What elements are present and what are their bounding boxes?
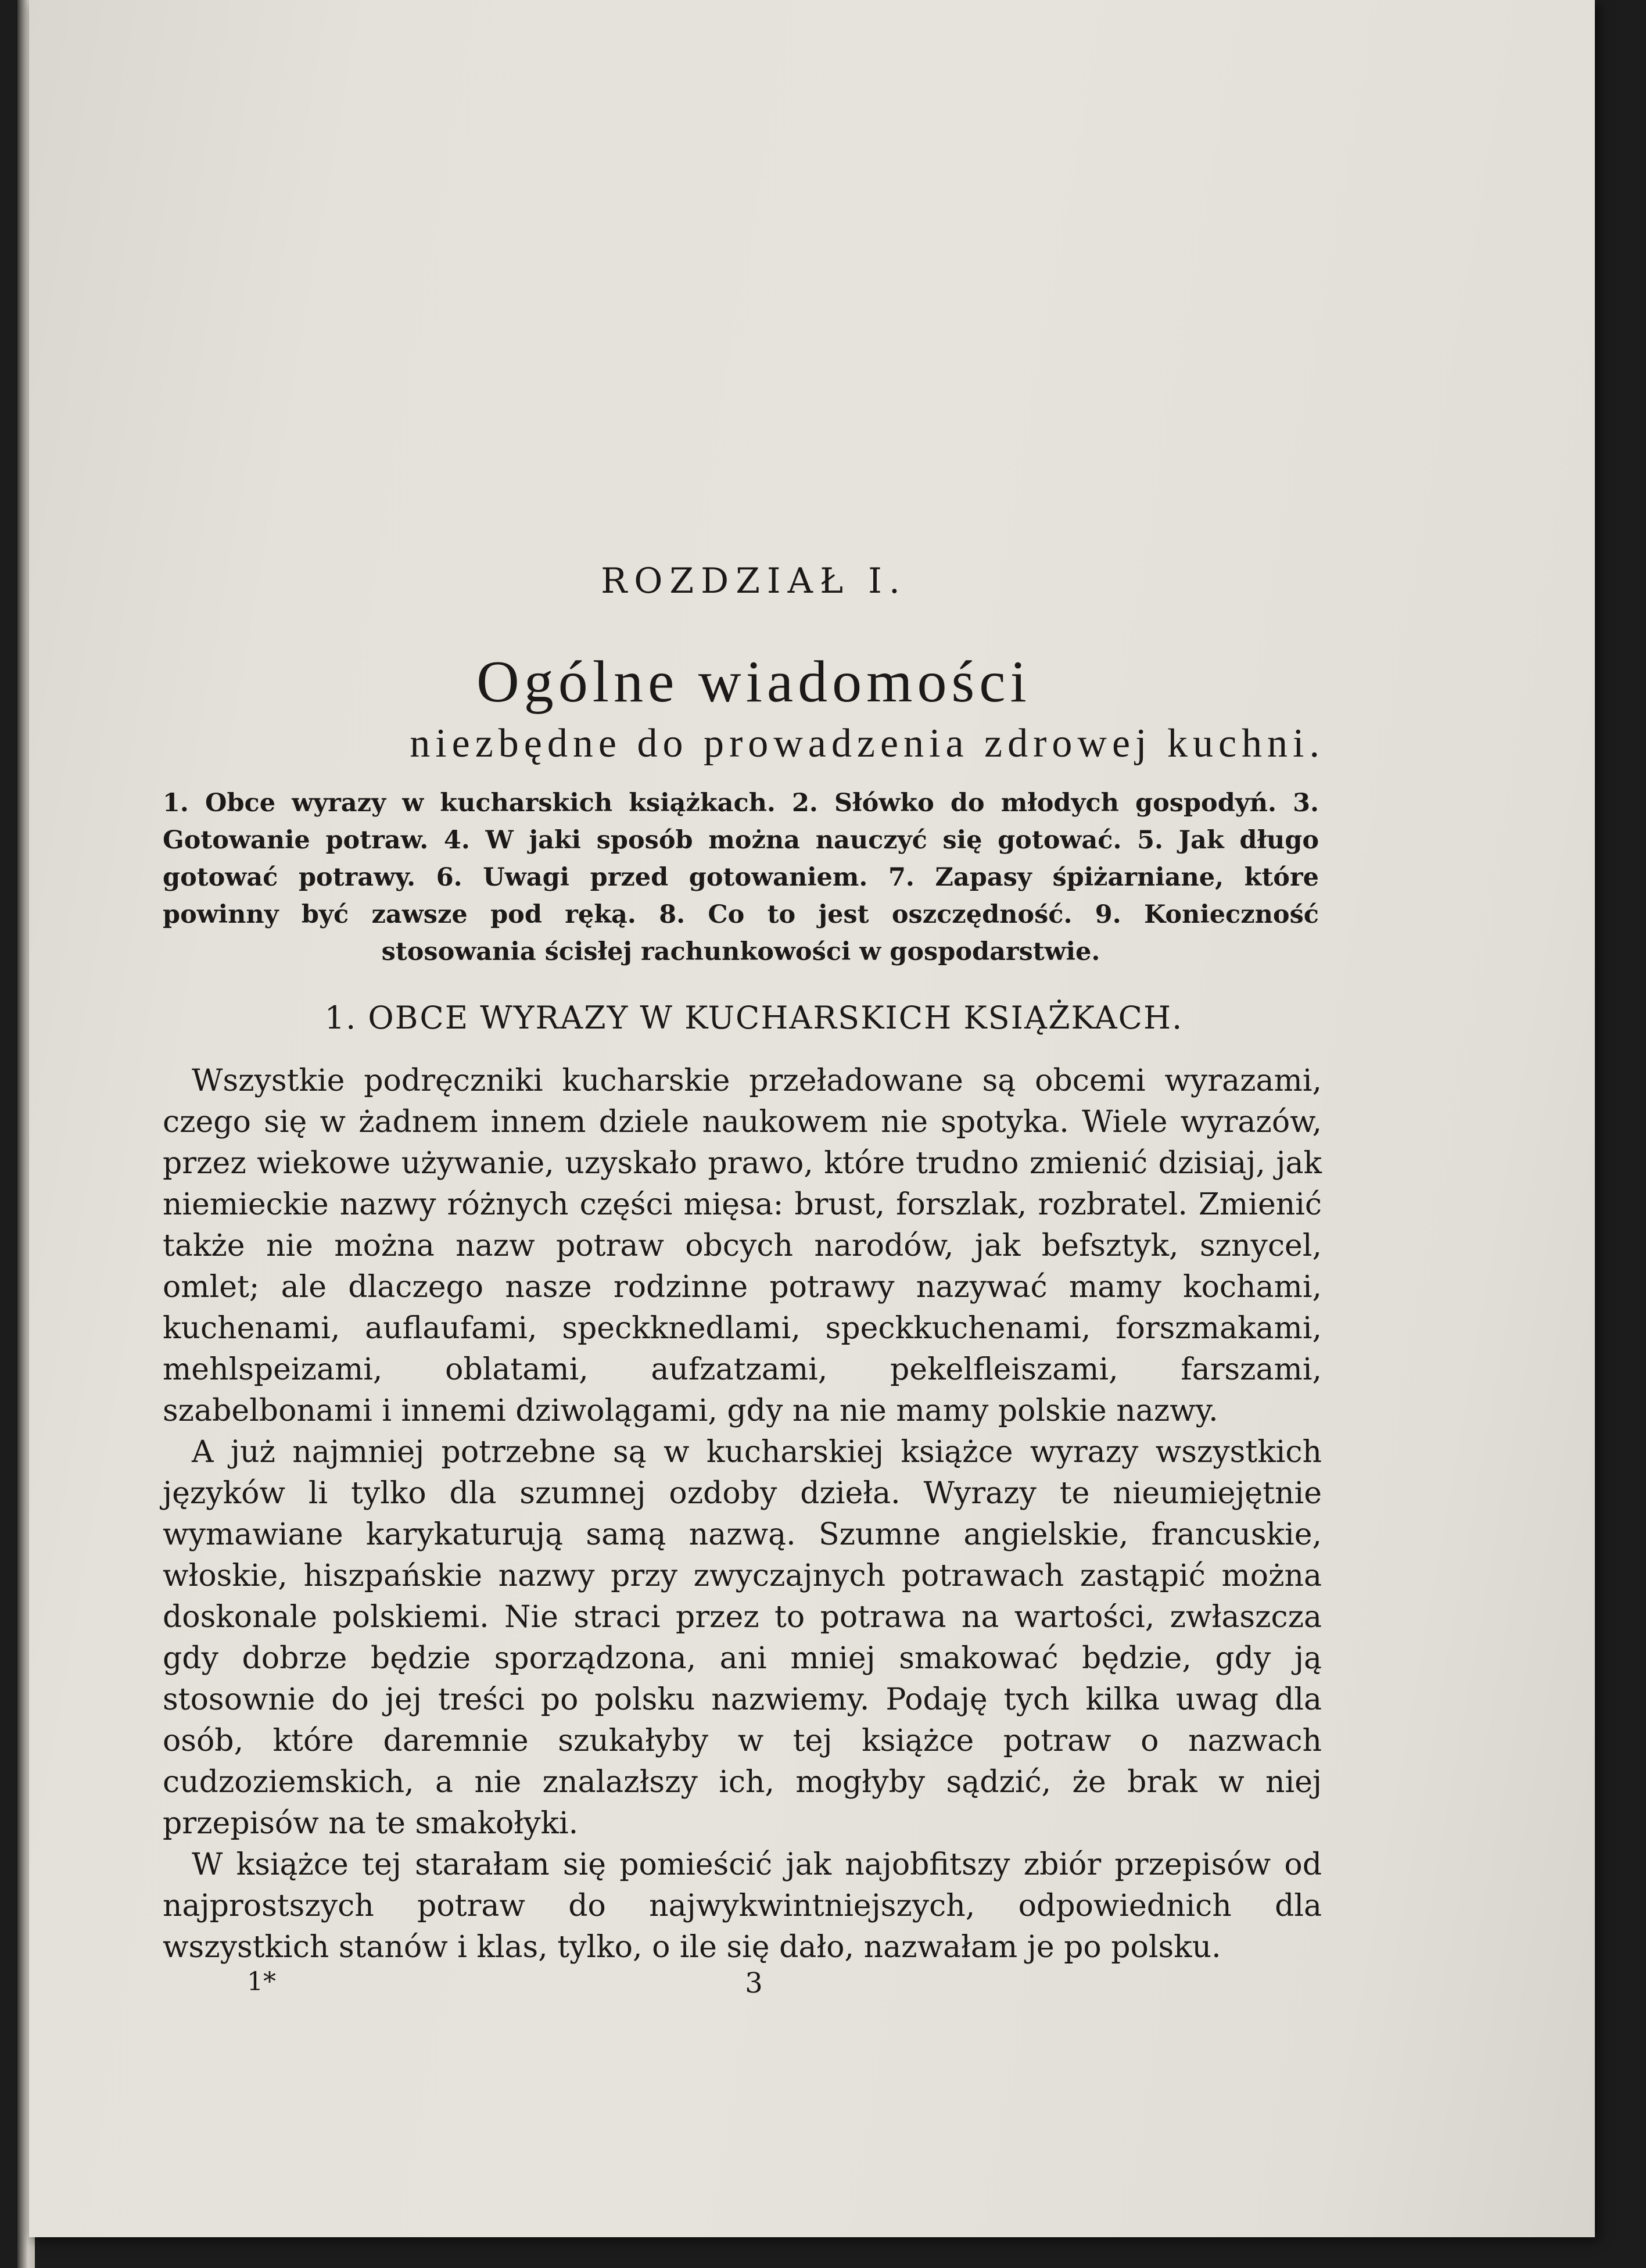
paragraph: A już najmniej potrzebne są w kucharskiej książce wyrazy wszystkich języków li tylko dla szumnej ozdoby dzieła. Wyrazy te nieumiejętnie wymawiane karykaturują samą nazwą. Szumne angielskie, francuskie, włoskie, hiszpańskie nazwy przy zwyczajnych potrawach zastąpić można doskonale polskiemi. Nie straci przez to potrawa na wartości, zwłaszcza gdy dobrze będzie sporządzona, ani mniej smakować będzie, gdy ją stosownie do jej treści po polsku nazwiemy. Podaję tych kilka uwag dla osób, które daremnie szukałyby w tej książce potraw o nazwach cudzoziemskich, a nie znalazłszy ich, mogłyby sądzić, że brak w niej przepisów na te smakołyki. (163, 1435, 1322, 1841)
chapter-subtitle: niezbędne do prowadzenia zdrowej kuchni. (410, 721, 1325, 766)
chapter-label: ROZDZIAŁ I. (601, 561, 907, 601)
section-heading: 1. OBCE WYRAZY W KUCHARSKICH KSIĄŻKACH. (324, 999, 1184, 1036)
body-text (163, 1060, 1322, 1968)
chapter-title: Ogólne wiadomości (476, 649, 1031, 715)
paragraph: Wszystkie podręczniki kucharskie przeładowane są obcemi wyrazami, czego się w żadnem innem dziele naukowem nie spotyka. Wiele wyrazów, przez wiekowe używanie, uzyskało prawo, które trudno zmienić dzisiaj, jak niemieckie nazwy różnych części mięsa: brust, forszlak, rozbratel. Zmienić także nie można nazw potraw obcych narodów, jak befsztyk, sznycel, omlet; ale dlaczego nasze rodzinne potrawy nazywać mamy kochami, kuchenami, auflaufami, speckknedlami, speckkuchenami, forszmakami, mehlspeizami, oblatami, aufzatzami, pekelfleiszami, farszami, szabelbonami i innemi dziwolągami, gdy na nie mamy polskie nazwy. (163, 1063, 1322, 1428)
paragraph: W książce tej starałam się pomieścić jak najobfitszy zbiór przepisów od najprostszych potraw do najwykwintniejszych, odpowiednich dla wszystkich stanów i klas, tylko, o ile się dało, nazwałam je po polsku. (163, 1847, 1322, 1965)
chapter-summary: 1. Obce wyrazy w kucharskich książkach. 2. Słówko do młodych gospodyń. 3. Gotowanie potraw. 4. W jaki sposób można nauczyć się gotować. 5. Jak długo gotować potrawy. 6. Uwagi przed gotowaniem. 7. Zapasy śpiżarniane, które powinny być zawsze pod ręką. 8. Co to jest oszczędność. 9. Konieczność stosowania ścisłej rachunkowości w gospodarstwie. (163, 789, 1319, 966)
page-number: 3 (745, 1967, 763, 2000)
signature-mark: 1* (247, 1967, 276, 1997)
book-page (29, 0, 1595, 2237)
